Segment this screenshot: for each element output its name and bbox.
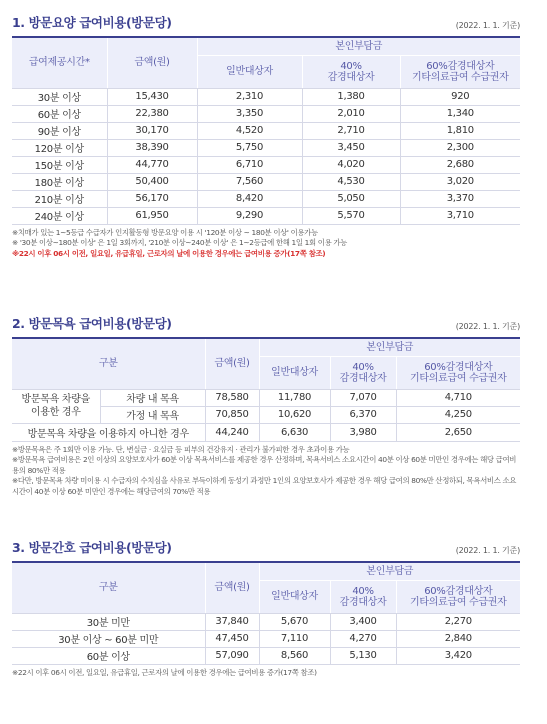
category-cell: 방문목욕 차량을 이용하지 아니한 경우	[12, 423, 205, 441]
general-cell: 6,710	[197, 156, 302, 173]
amount-cell: 57,090	[205, 647, 259, 664]
reduced60-cell: 3,370	[400, 190, 520, 207]
reduced60-cell: 3,710	[400, 207, 520, 224]
reduced60-cell: 2,680	[400, 156, 520, 173]
notes	[12, 668, 520, 679]
table-row	[12, 173, 520, 190]
reduced60-cell: 3,020	[400, 173, 520, 190]
header-copay-group: 본인부담금	[259, 563, 520, 580]
section-title: 3. 방문간호 급여비용(방문당)	[12, 540, 172, 555]
note-text: ※22시 이후 06시 이전, 일요일, 유급휴일, 근로자의 날에 이용한 경우에는 급여비용 증가(17쪽 참조)	[12, 667, 317, 677]
amount-cell: 44,770	[107, 156, 197, 173]
time-cell: 240분 이상	[12, 207, 107, 224]
reference-date: (2022. 1. 1. 기준)	[455, 546, 520, 555]
general-cell: 5,670	[259, 613, 330, 630]
header-category: 구분	[12, 563, 205, 613]
header-60-reduced: 60%감경대상자 기타의료급여 수급권자	[400, 55, 520, 88]
section-nursing	[12, 538, 520, 678]
header-amount: 금액(원)	[107, 38, 197, 88]
reduced40-cell: 2,010	[302, 105, 400, 122]
header-general: 일반대상자	[259, 580, 330, 613]
time-cell: 60분 이상	[12, 105, 107, 122]
note-text: ※다만, 방문목욕 차량 미이용 시 수급자의 수치심을 사유로 부득이하게 동성기 과정만 1인의 요양보호사가 제공한 경우 해당 급여의 80%만 산정하되, 목욕서비스 소요시간이 40분 이상 60분 미만인 경우에는 해당금여의 70%만 적용	[12, 476, 517, 496]
section-header	[12, 538, 520, 556]
amount-cell: 44,240	[205, 423, 259, 441]
time-cell: 90분 이상	[12, 122, 107, 139]
reference-date: (2022. 1. 1. 기준)	[455, 322, 520, 331]
table-row	[12, 156, 520, 173]
amount-cell: 30,170	[107, 122, 197, 139]
general-cell: 4,520	[197, 122, 302, 139]
reduced40-cell: 3,450	[302, 139, 400, 156]
amount-cell: 22,380	[107, 105, 197, 122]
general-cell: 11,780	[259, 389, 330, 406]
header-60-reduced: 60%감경대상자 기타의료급여 수급권자	[396, 356, 520, 389]
category-cell: 60분 이상	[12, 647, 205, 664]
general-cell: 7,560	[197, 173, 302, 190]
note-text: ※방문목욕은 주 1회만 이용 가능. 단, 변실금 · 요실금 등 피부의 건강유지 · 관리가 불가피한 경우 초과이용 가능	[12, 444, 350, 454]
header-general: 일반대상자	[259, 356, 330, 389]
general-cell: 8,420	[197, 190, 302, 207]
bathing-table	[12, 339, 520, 442]
reduced60-cell: 2,300	[400, 139, 520, 156]
reduced40-cell: 5,570	[302, 207, 400, 224]
header-copay-group: 본인부담금	[197, 38, 520, 55]
time-cell: 180분 이상	[12, 173, 107, 190]
time-cell: 30분 이상	[12, 88, 107, 105]
amount-cell: 37,840	[205, 613, 259, 630]
general-cell: 7,110	[259, 630, 330, 647]
note-text: ※치매가 있는 1~5등급 수급자가 인지활동형 방문요양 이용 시 '120분 이상 ~ 180분 이상' 이용가능	[12, 227, 318, 237]
header-40-reduced: 40% 감경대상자	[302, 55, 400, 88]
general-cell: 8,560	[259, 647, 330, 664]
reduced60-cell: 2,840	[396, 630, 520, 647]
header-amount: 금액(원)	[205, 339, 259, 389]
table-row	[12, 122, 520, 139]
table-row	[12, 190, 520, 207]
amount-cell: 47,450	[205, 630, 259, 647]
reduced40-cell: 2,710	[302, 122, 400, 139]
general-cell: 5,750	[197, 139, 302, 156]
category-cell: 차량 내 목욕	[100, 389, 205, 406]
table-row	[12, 613, 520, 630]
reduced40-cell: 4,020	[302, 156, 400, 173]
table-row	[12, 88, 520, 105]
amount-cell: 50,400	[107, 173, 197, 190]
amount-cell: 15,430	[107, 88, 197, 105]
amount-cell: 56,170	[107, 190, 197, 207]
general-cell: 3,350	[197, 105, 302, 122]
reduced40-cell: 3,980	[330, 423, 396, 441]
amount-cell: 70,850	[205, 406, 259, 423]
header-general: 일반대상자	[197, 55, 302, 88]
warning-note: ※22시 이후 06시 이전, 일요일, 유급휴일, 근로자의 날에 이용한 경우에는 급여비용 증가(17쪽 참조)	[12, 248, 326, 258]
reduced40-cell: 5,050	[302, 190, 400, 207]
section-header	[12, 314, 520, 332]
category-cell: 가정 내 목욕	[100, 406, 205, 423]
header-copay-group: 본인부담금	[259, 339, 520, 356]
notes	[12, 228, 520, 260]
section-header	[12, 13, 520, 31]
note-text: ※방문목욕 급여비용은 2인 이상의 요양보호사가 60분 이상 목욕서비스를 제공한 경우 산정하며, 목욕서비스 소요시간이 40분 이상 60분 미만인 경우에는 해당 급여비용의 80%만 적용	[12, 455, 517, 475]
header-service-time: 급여제공시간*	[12, 38, 107, 88]
category-cell: 30분 이상 ~ 60분 미만	[12, 630, 205, 647]
table-row	[12, 207, 520, 224]
header-60-reduced: 60%감경대상자 기타의료급여 수급권자	[396, 580, 520, 613]
reduced60-cell: 2,650	[396, 423, 520, 441]
reduced40-cell: 4,270	[330, 630, 396, 647]
reduced60-cell: 4,710	[396, 389, 520, 406]
general-cell: 2,310	[197, 88, 302, 105]
table-row	[12, 105, 520, 122]
time-cell: 120분 이상	[12, 139, 107, 156]
reduced40-cell: 1,380	[302, 88, 400, 105]
vehicle-group-label: 방문목욕 차량을 이용한 경우	[12, 389, 100, 423]
section-home-care	[12, 13, 520, 259]
time-cell: 210분 이상	[12, 190, 107, 207]
note-text: ※ '30분 이상~180분 이상' 은 1일 3회까지, '210분 이상~240분 이상' 은 1~2등급에 한해 1일 1회 이용 가능	[12, 238, 347, 247]
section-title: 2. 방문목욕 급여비용(방문당)	[12, 316, 172, 331]
general-cell: 9,290	[197, 207, 302, 224]
general-cell: 6,630	[259, 423, 330, 441]
table-row	[12, 647, 520, 664]
header-40-reduced: 40% 감경대상자	[330, 580, 396, 613]
reduced40-cell: 7,070	[330, 389, 396, 406]
table-row	[12, 630, 520, 647]
general-cell: 10,620	[259, 406, 330, 423]
notes	[12, 445, 520, 498]
reduced60-cell: 4,250	[396, 406, 520, 423]
reference-date: (2022. 1. 1. 기준)	[455, 21, 520, 30]
reduced40-cell: 6,370	[330, 406, 396, 423]
section-bathing	[12, 314, 520, 497]
reduced60-cell: 1,340	[400, 105, 520, 122]
amount-cell: 78,580	[205, 389, 259, 406]
reduced60-cell: 920	[400, 88, 520, 105]
category-cell: 30분 미만	[12, 613, 205, 630]
table-row	[12, 423, 520, 441]
reduced40-cell: 5,130	[330, 647, 396, 664]
home-care-table	[12, 38, 520, 225]
header-40-reduced: 40% 감경대상자	[330, 356, 396, 389]
table-row	[12, 139, 520, 156]
header-amount: 금액(원)	[205, 563, 259, 613]
reduced40-cell: 4,530	[302, 173, 400, 190]
reduced40-cell: 3,400	[330, 613, 396, 630]
nursing-table	[12, 563, 520, 665]
time-cell: 150분 이상	[12, 156, 107, 173]
reduced60-cell: 2,270	[396, 613, 520, 630]
header-category: 구분	[12, 339, 205, 389]
table-row	[12, 389, 520, 406]
reduced60-cell: 1,810	[400, 122, 520, 139]
amount-cell: 38,390	[107, 139, 197, 156]
reduced60-cell: 3,420	[396, 647, 520, 664]
section-title: 1. 방문요양 급여비용(방문당)	[12, 15, 172, 30]
amount-cell: 61,950	[107, 207, 197, 224]
